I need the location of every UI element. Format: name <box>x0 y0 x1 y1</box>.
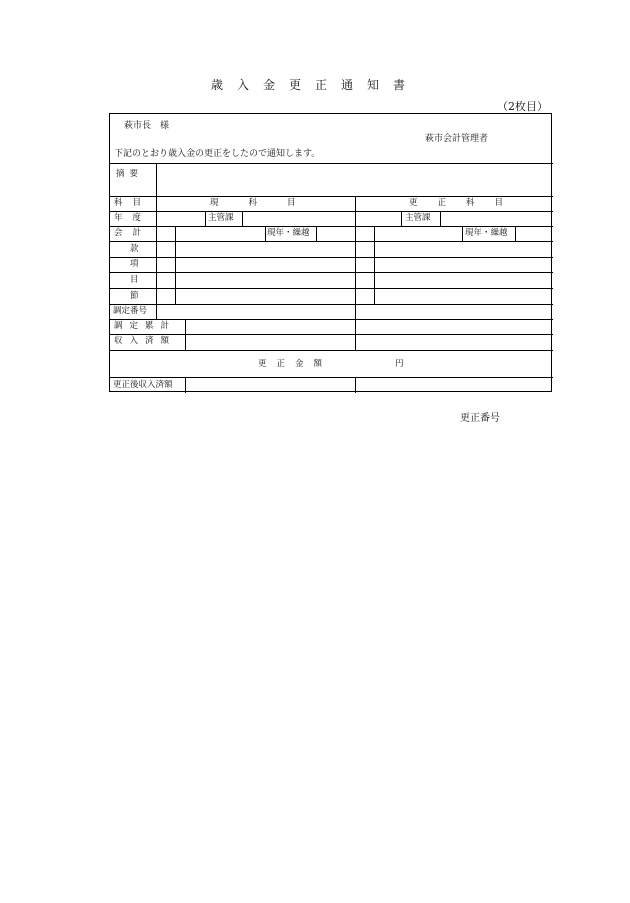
genen-corrected: 現年・繰越 <box>465 228 508 238</box>
label-nendo: 年度 <box>114 213 152 223</box>
label-kousei-kingaku: 更正金額 <box>258 359 333 369</box>
kousei-bango: 更正番号 <box>460 413 500 424</box>
document-title: 歳入金更正通知書 <box>210 78 419 92</box>
label-kan: 款 <box>130 244 139 254</box>
shukanka-corrected: 主管課 <box>405 213 431 223</box>
label-kaikei: 会計 <box>114 228 152 238</box>
label-moku: 目 <box>130 275 139 285</box>
copy-label: （2枚目） <box>497 100 548 113</box>
label-yen: 円 <box>395 359 404 369</box>
recipient: 萩市長 様 <box>124 121 170 131</box>
sender: 萩市会計管理者 <box>425 134 489 144</box>
column-current: 現科目 <box>210 198 326 208</box>
label-shunyu-sumi: 収入済額 <box>114 336 177 346</box>
correction-form <box>109 113 552 392</box>
label-kamoku: 科目 <box>114 198 152 208</box>
label-chotei-ruikei: 調定累計 <box>114 321 177 331</box>
label-tekiyo: 摘要 <box>116 169 144 179</box>
genen-current: 現年・繰越 <box>267 228 310 238</box>
column-corrected: 更正科目 <box>409 198 524 208</box>
label-ko: 項 <box>130 259 139 269</box>
label-chotei-bango: 調定番号 <box>113 306 148 316</box>
label-setsu: 節 <box>130 291 139 301</box>
label-kouseigo: 更正後収入済額 <box>113 380 173 390</box>
shukanka-current: 主管課 <box>208 213 234 223</box>
notice-message: 下記のとおり歳入金の更正をしたので通知します。 <box>114 149 321 159</box>
